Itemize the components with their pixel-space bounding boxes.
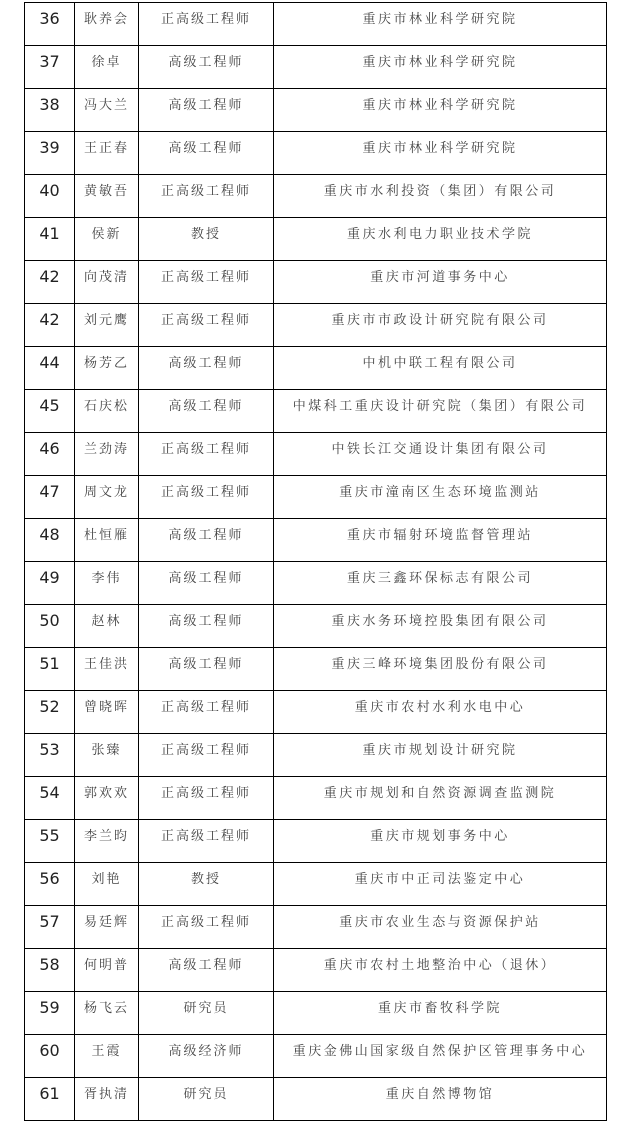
serial-number: 40 (39, 181, 60, 200)
professional-title: 高级工程师 (168, 356, 244, 371)
organization-cell (274, 863, 607, 906)
organization: 重庆市农业生态与资源保护站 (339, 915, 541, 930)
title-cell (139, 1078, 274, 1121)
table-row (25, 648, 607, 691)
organization-cell (274, 605, 607, 648)
serial-number-cell (25, 648, 75, 691)
title-cell (139, 476, 274, 519)
table-row (25, 1078, 607, 1121)
name-cell (75, 304, 139, 347)
serial-number-cell (25, 863, 75, 906)
table-row (25, 992, 607, 1035)
serial-number: 57 (39, 912, 60, 931)
serial-number: 60 (39, 1041, 60, 1060)
expert-roster-table (24, 2, 607, 1121)
person-name: 曾晓晖 (83, 700, 129, 715)
professional-title: 教授 (190, 227, 221, 242)
table-row (25, 132, 607, 175)
name-cell (75, 605, 139, 648)
title-cell (139, 734, 274, 777)
name-cell (75, 433, 139, 476)
table-row (25, 777, 607, 820)
serial-number: 42 (39, 310, 60, 329)
professional-title: 研究员 (183, 1087, 229, 1102)
serial-number: 41 (39, 224, 60, 243)
name-cell (75, 863, 139, 906)
organization: 重庆市河道事务中心 (370, 270, 510, 285)
professional-title: 教授 (190, 872, 221, 887)
professional-title: 正高级工程师 (160, 485, 251, 500)
title-cell (139, 863, 274, 906)
serial-number-cell (25, 992, 75, 1035)
serial-number: 37 (39, 52, 60, 71)
serial-number: 61 (39, 1084, 60, 1103)
professional-title: 高级工程师 (168, 657, 244, 672)
organization: 重庆市林业科学研究院 (362, 12, 518, 27)
serial-number-cell (25, 906, 75, 949)
name-cell (75, 261, 139, 304)
title-cell (139, 648, 274, 691)
serial-number: 42 (39, 267, 60, 286)
title-cell (139, 46, 274, 89)
name-cell (75, 1078, 139, 1121)
organization-cell (274, 433, 607, 476)
organization: 重庆市畜牧科学院 (377, 1001, 502, 1016)
serial-number-cell (25, 1078, 75, 1121)
table-row (25, 1035, 607, 1078)
organization: 重庆三峰环境集团股份有限公司 (331, 657, 549, 672)
serial-number: 45 (39, 396, 60, 415)
table-body (25, 3, 607, 1121)
person-name: 黄敏吾 (83, 184, 129, 199)
serial-number: 58 (39, 955, 60, 974)
table-row (25, 433, 607, 476)
serial-number-cell (25, 691, 75, 734)
serial-number-cell (25, 390, 75, 433)
table-row (25, 347, 607, 390)
organization-cell (274, 476, 607, 519)
serial-number-cell (25, 132, 75, 175)
title-cell (139, 820, 274, 863)
serial-number: 48 (39, 525, 60, 544)
person-name: 张臻 (91, 743, 122, 758)
table-row (25, 734, 607, 777)
title-cell (139, 132, 274, 175)
organization: 重庆市林业科学研究院 (362, 55, 518, 70)
organization-cell (274, 132, 607, 175)
professional-title: 高级工程师 (168, 141, 244, 156)
name-cell (75, 519, 139, 562)
organization: 重庆水务环境控股集团有限公司 (331, 614, 549, 629)
title-cell (139, 691, 274, 734)
person-name: 周文龙 (83, 485, 129, 500)
serial-number-cell (25, 218, 75, 261)
organization: 重庆市水利投资（集团）有限公司 (323, 184, 557, 199)
professional-title: 正高级工程师 (160, 270, 251, 285)
professional-title: 正高级工程师 (160, 313, 251, 328)
table-row (25, 3, 607, 46)
title-cell (139, 89, 274, 132)
serial-number-cell (25, 476, 75, 519)
person-name: 易廷辉 (83, 915, 129, 930)
organization-cell (274, 777, 607, 820)
name-cell (75, 949, 139, 992)
organization-cell (274, 1078, 607, 1121)
organization-cell (274, 46, 607, 89)
person-name: 王正春 (83, 141, 129, 156)
organization-cell (274, 820, 607, 863)
table-row (25, 390, 607, 433)
organization-cell (274, 347, 607, 390)
table-row (25, 820, 607, 863)
serial-number-cell (25, 734, 75, 777)
name-cell (75, 820, 139, 863)
name-cell (75, 562, 139, 605)
organization: 重庆金佛山国家级自然保护区管理事务中心 (292, 1044, 588, 1059)
person-name: 徐卓 (91, 55, 122, 70)
serial-number-cell (25, 347, 75, 390)
table-row (25, 89, 607, 132)
organization-cell (274, 992, 607, 1035)
organization-cell (274, 218, 607, 261)
serial-number: 54 (39, 783, 60, 802)
serial-number-cell (25, 1035, 75, 1078)
organization: 中煤科工重庆设计研究院（集团）有限公司 (292, 399, 588, 414)
professional-title: 正高级工程师 (160, 915, 251, 930)
professional-title: 高级工程师 (168, 399, 244, 414)
title-cell (139, 992, 274, 1035)
organization-cell (274, 304, 607, 347)
serial-number: 47 (39, 482, 60, 501)
person-name: 胥执清 (83, 1087, 129, 1102)
table-row (25, 562, 607, 605)
table-row (25, 261, 607, 304)
person-name: 郭欢欢 (83, 786, 129, 801)
serial-number: 50 (39, 611, 60, 630)
title-cell (139, 562, 274, 605)
table-row (25, 304, 607, 347)
organization: 重庆市农村土地整治中心（退休） (323, 958, 557, 973)
person-name: 兰劲涛 (83, 442, 129, 457)
name-cell (75, 89, 139, 132)
serial-number: 49 (39, 568, 60, 587)
organization-cell (274, 562, 607, 605)
serial-number-cell (25, 820, 75, 863)
name-cell (75, 1035, 139, 1078)
organization-cell (274, 390, 607, 433)
organization-cell (274, 648, 607, 691)
person-name: 耿养会 (83, 12, 129, 27)
professional-title: 高级工程师 (168, 571, 244, 586)
name-cell (75, 648, 139, 691)
professional-title: 高级工程师 (168, 958, 244, 973)
organization: 重庆自然博物馆 (385, 1087, 495, 1102)
serial-number: 44 (39, 353, 60, 372)
serial-number-cell (25, 175, 75, 218)
table-row (25, 691, 607, 734)
person-name: 刘元鹰 (83, 313, 129, 328)
serial-number: 59 (39, 998, 60, 1017)
title-cell (139, 1035, 274, 1078)
person-name: 王霞 (91, 1044, 122, 1059)
name-cell (75, 691, 139, 734)
serial-number: 56 (39, 869, 60, 888)
professional-title: 正高级工程师 (160, 743, 251, 758)
serial-number-cell (25, 304, 75, 347)
serial-number-cell (25, 261, 75, 304)
name-cell (75, 734, 139, 777)
organization-cell (274, 261, 607, 304)
organization: 中机中联工程有限公司 (362, 356, 518, 371)
organization: 重庆三鑫环保标志有限公司 (346, 571, 533, 586)
serial-number-cell (25, 605, 75, 648)
organization: 重庆市林业科学研究院 (362, 141, 518, 156)
organization-cell (274, 175, 607, 218)
name-cell (75, 476, 139, 519)
title-cell (139, 304, 274, 347)
organization: 重庆市规划事务中心 (370, 829, 510, 844)
professional-title: 高级工程师 (168, 528, 244, 543)
table-row (25, 218, 607, 261)
title-cell (139, 390, 274, 433)
table-row (25, 46, 607, 89)
organization-cell (274, 1035, 607, 1078)
name-cell (75, 992, 139, 1035)
person-name: 刘艳 (91, 872, 122, 887)
serial-number: 53 (39, 740, 60, 759)
organization-cell (274, 691, 607, 734)
organization-cell (274, 3, 607, 46)
serial-number-cell (25, 562, 75, 605)
serial-number: 51 (39, 654, 60, 673)
title-cell (139, 605, 274, 648)
name-cell (75, 46, 139, 89)
organization: 重庆市辐射环境监督管理站 (346, 528, 533, 543)
person-name: 杨芳乙 (83, 356, 129, 371)
name-cell (75, 3, 139, 46)
organization-cell (274, 89, 607, 132)
serial-number-cell (25, 949, 75, 992)
table-row (25, 476, 607, 519)
organization: 重庆市规划和自然资源调查监测院 (323, 786, 557, 801)
organization-cell (274, 949, 607, 992)
name-cell (75, 218, 139, 261)
person-name: 王佳洪 (83, 657, 129, 672)
table-row (25, 519, 607, 562)
table-row (25, 906, 607, 949)
serial-number-cell (25, 519, 75, 562)
title-cell (139, 949, 274, 992)
title-cell (139, 433, 274, 476)
name-cell (75, 132, 139, 175)
professional-title: 正高级工程师 (160, 700, 251, 715)
serial-number: 36 (39, 9, 60, 28)
person-name: 石庆松 (83, 399, 129, 414)
name-cell (75, 390, 139, 433)
name-cell (75, 906, 139, 949)
person-name: 赵林 (91, 614, 122, 629)
title-cell (139, 906, 274, 949)
organization-cell (274, 906, 607, 949)
table-row (25, 605, 607, 648)
title-cell (139, 777, 274, 820)
organization: 重庆市中正司法鉴定中心 (354, 872, 526, 887)
professional-title: 正高级工程师 (160, 442, 251, 457)
professional-title: 正高级工程师 (160, 184, 251, 199)
title-cell (139, 347, 274, 390)
serial-number-cell (25, 89, 75, 132)
title-cell (139, 218, 274, 261)
serial-number: 38 (39, 95, 60, 114)
person-name: 向茂清 (83, 270, 129, 285)
person-name: 李兰昀 (83, 829, 129, 844)
person-name: 杨飞云 (83, 1001, 129, 1016)
person-name: 李伟 (91, 571, 122, 586)
serial-number-cell (25, 777, 75, 820)
organization-cell (274, 519, 607, 562)
organization: 重庆市规划设计研究院 (362, 743, 518, 758)
title-cell (139, 519, 274, 562)
professional-title: 高级经济师 (168, 1044, 244, 1059)
person-name: 侯新 (91, 227, 122, 242)
title-cell (139, 175, 274, 218)
name-cell (75, 777, 139, 820)
serial-number: 46 (39, 439, 60, 458)
table-row (25, 175, 607, 218)
organization: 重庆水利电力职业技术学院 (346, 227, 533, 242)
organization-cell (274, 734, 607, 777)
table-row (25, 863, 607, 906)
professional-title: 正高级工程师 (160, 12, 251, 27)
title-cell (139, 261, 274, 304)
serial-number: 39 (39, 138, 60, 157)
person-name: 冯大兰 (83, 98, 129, 113)
professional-title: 正高级工程师 (160, 829, 251, 844)
professional-title: 高级工程师 (168, 614, 244, 629)
organization: 重庆市农村水利水电中心 (354, 700, 526, 715)
organization: 重庆市潼南区生态环境监测站 (339, 485, 541, 500)
professional-title: 高级工程师 (168, 98, 244, 113)
title-cell (139, 3, 274, 46)
person-name: 杜恒雁 (83, 528, 129, 543)
serial-number-cell (25, 46, 75, 89)
serial-number: 55 (39, 826, 60, 845)
name-cell (75, 347, 139, 390)
serial-number-cell (25, 3, 75, 46)
serial-number-cell (25, 433, 75, 476)
organization: 重庆市市政设计研究院有限公司 (331, 313, 549, 328)
serial-number: 52 (39, 697, 60, 716)
professional-title: 研究员 (183, 1001, 229, 1016)
name-cell (75, 175, 139, 218)
organization: 中铁长江交通设计集团有限公司 (331, 442, 549, 457)
professional-title: 正高级工程师 (160, 786, 251, 801)
professional-title: 高级工程师 (168, 55, 244, 70)
table-row (25, 949, 607, 992)
organization: 重庆市林业科学研究院 (362, 98, 518, 113)
person-name: 何明普 (83, 958, 129, 973)
